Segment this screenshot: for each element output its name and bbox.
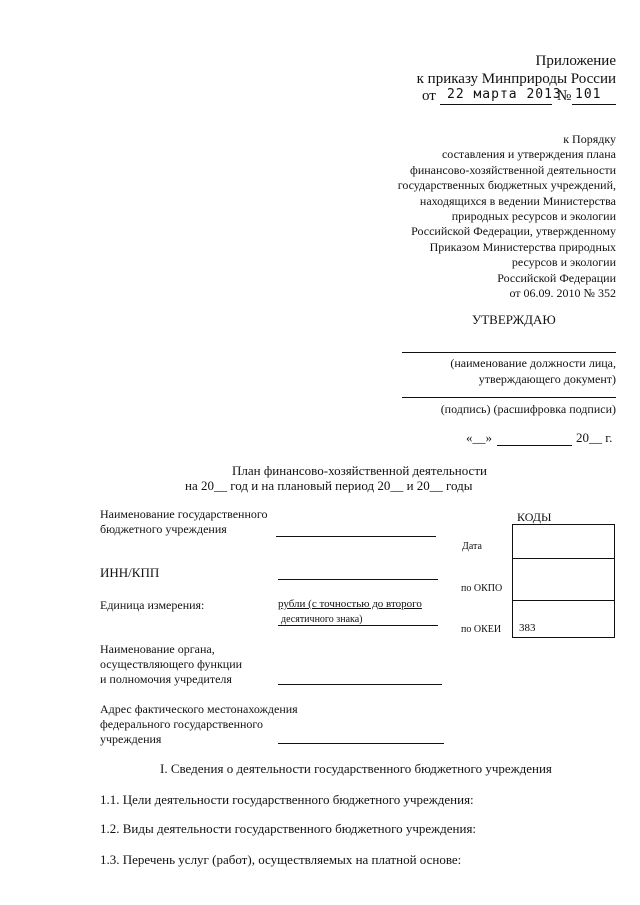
procedure-line: Российской Федерации [497,270,616,285]
order-number-underline [572,104,616,105]
procedure-line: природных ресурсов и экологии [451,209,616,224]
address-label-2: федерального государственного [100,717,264,731]
codes-divider [513,600,614,601]
position-signature-line [402,352,616,353]
position-caption-2: утверждающего документ) [478,372,616,386]
order-date-prefix: от [422,88,436,104]
okei-code-value: 383 [519,622,536,634]
address-field [278,743,444,744]
order-reference: к приказу Минприроды России [416,71,616,87]
institution-name-label-1: Наименование государственного [100,507,268,521]
plan-title-line2: на 20__ год и на плановый период 20__ и 20__ годы [185,478,473,493]
inn-kpp-label: ИНН/КПП [100,565,160,580]
item-1-3: 1.3. Перечень услуг (работ), осуществляемых на платной основе: [100,852,462,867]
procedure-line: ресурсов и экологии [511,255,616,270]
unit-field-underline [278,625,438,626]
founder-label-1: Наименование органа, [100,642,215,656]
procedure-line: финансово-хозяйственной деятельности [410,162,616,177]
order-date-value: 22 марта 2013 [447,87,562,102]
procedure-reference-block [398,132,616,301]
item-1-2: 1.2. Виды деятельности государственного бюджетного учреждения: [100,821,477,836]
procedure-line: от 06.09. 2010 № 352 [509,286,616,301]
code-label-okpo: по ОКПО [461,583,503,594]
founder-label-2: осуществляющего функции [100,657,243,671]
code-label-date: Дата [462,541,482,552]
approval-title: УТВЕРЖДАЮ [472,312,556,327]
procedure-line: государственных бюджетных учреждений, [397,178,616,193]
section-1-title: I. Сведения о деятельности государственного бюджетного учреждения [160,761,552,776]
item-1-1: 1.1. Цели деятельности государственного бюджетного учреждения: [100,792,474,807]
plan-title-line1: План финансово-хозяйственной деятельности [232,463,487,478]
approval-date-month-line [497,445,572,446]
approval-date-year: 20__ г. [576,430,613,445]
signature-line [402,397,616,398]
procedure-line: находящихся в ведении Министерства [419,193,616,208]
procedure-line: составления и утверждения плана [441,147,616,162]
approval-date-day: «__» [466,430,492,445]
unit-value-1: рубли (с точностью до второго [278,598,422,610]
founder-label-3: и полномочия учредителя [100,672,232,686]
unit-label: Единица измерения: [100,598,205,612]
codes-header: КОДЫ [517,510,552,524]
institution-name-label-2: бюджетного учреждения [100,522,227,536]
position-caption-1: (наименование должности лица, [450,356,616,370]
institution-name-field [276,536,436,537]
order-number-prefix: № [557,88,572,104]
unit-value-2: десятичного знака) [281,614,363,625]
codes-divider [513,558,614,559]
procedure-line: Приказом Министерства природных [429,239,616,254]
address-label-1: Адрес фактического местонахождения [100,702,298,716]
inn-kpp-field [278,579,438,580]
procedure-line: к Порядку [563,132,616,146]
founder-field [278,684,442,685]
address-label-3: учреждения [100,732,162,746]
procedure-line: Российской Федерации, утвержденному [411,224,616,239]
appendix-title: Приложение [535,53,616,69]
code-label-okei: по ОКЕИ [461,624,502,635]
codes-table [512,524,615,638]
signature-caption: (подпись) (расшифровка подписи) [440,402,616,416]
order-date-underline [440,104,552,105]
order-number-value: 101 [575,87,602,102]
